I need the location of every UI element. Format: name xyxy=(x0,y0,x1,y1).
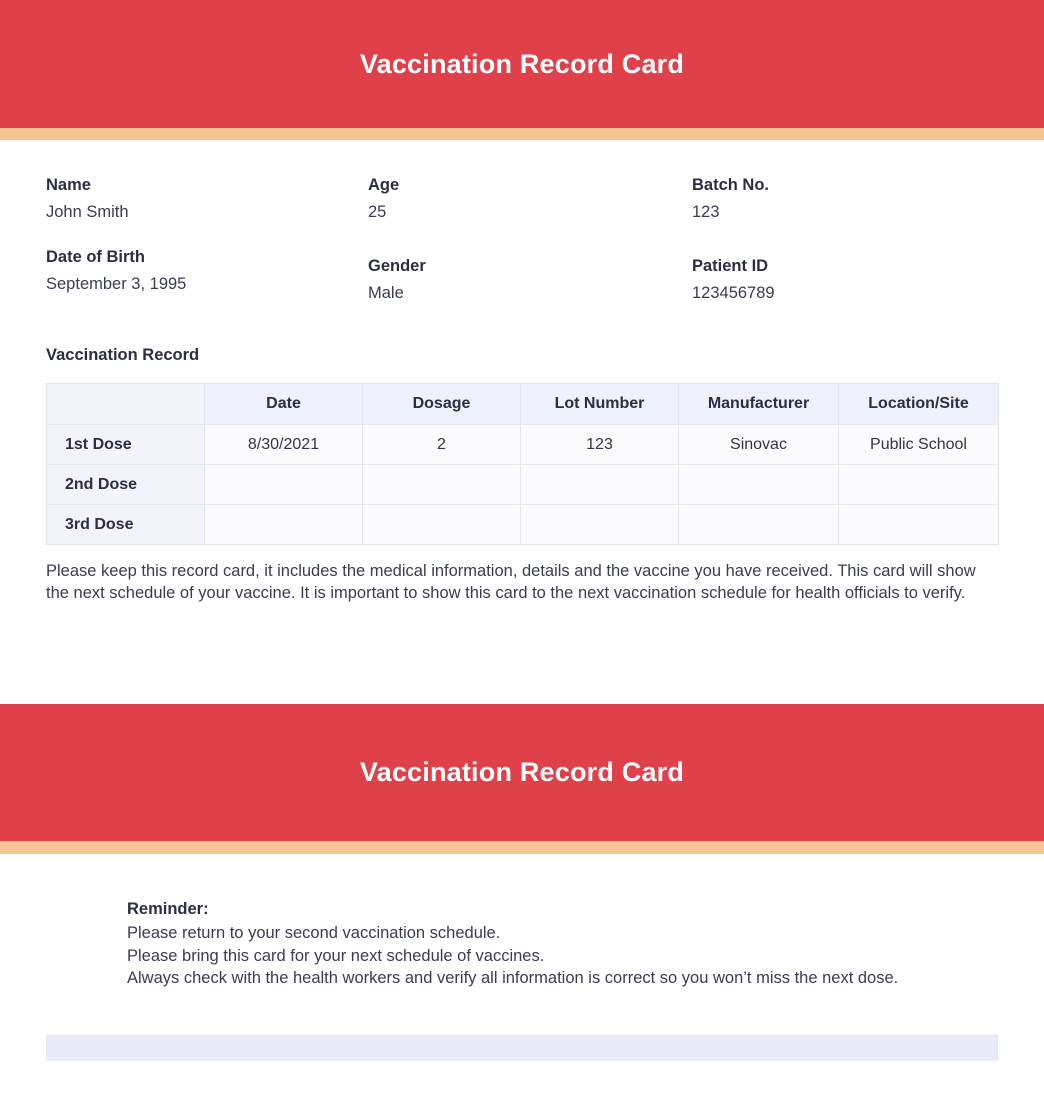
reminder-line-3: Always check with the health workers and verify all information is correct so you won’t miss the next dose. xyxy=(127,969,899,987)
card-separator-gap xyxy=(0,604,1044,704)
patient-info-grid xyxy=(46,140,998,301)
column-header-dosage: Dosage xyxy=(363,384,521,425)
card2-banner-stripe xyxy=(0,841,1044,854)
cell-2nd-dose-location-site xyxy=(839,465,999,505)
table-header xyxy=(47,384,999,425)
row-header-1st-dose: 1st Dose xyxy=(47,425,205,465)
cell-3rd-dose-location-site xyxy=(839,505,999,545)
column-header-lot-number: Lot Number xyxy=(521,384,679,425)
field-date-of-birth xyxy=(46,249,368,292)
cell-2nd-dose-dosage xyxy=(363,465,521,505)
cell-3rd-dose-lot-number xyxy=(521,505,679,545)
field-batch-no xyxy=(692,177,998,220)
column-header-location-site: Location/Site xyxy=(839,384,999,425)
cell-1st-dose-dosage: 2 xyxy=(363,425,521,465)
next-table-clipped-wrap xyxy=(0,1035,1044,1061)
table-header-row xyxy=(47,384,999,425)
cell-1st-dose-date: 8/30/2021 xyxy=(205,425,363,465)
field-gender-label: Gender xyxy=(368,257,426,275)
table-row xyxy=(47,505,999,545)
card1-body xyxy=(0,140,1044,604)
field-batch-no-value: 123 xyxy=(692,202,720,221)
card2-body xyxy=(0,854,1044,990)
card2-title: Vaccination Record Card xyxy=(359,757,685,787)
card1-banner xyxy=(0,0,1044,128)
reminder-heading: Reminder: xyxy=(127,900,209,918)
card1-banner-stripe xyxy=(0,128,1044,140)
card1-title: Vaccination Record Card xyxy=(359,48,685,79)
cell-1st-dose-location-site: Public School xyxy=(839,425,999,465)
field-name-label: Name xyxy=(46,176,91,194)
cell-1st-dose-manufacturer: Sinovac xyxy=(679,425,839,465)
table-corner-header xyxy=(47,384,205,425)
row-header-3rd-dose: 3rd Dose xyxy=(47,505,205,545)
field-date-of-birth-value: September 3, 1995 xyxy=(46,274,187,293)
field-name-value: John Smith xyxy=(46,202,129,221)
reminder-line-1: Please return to your second vaccination schedule. xyxy=(127,924,501,942)
cell-2nd-dose-lot-number xyxy=(521,465,679,505)
next-table-header-clipped xyxy=(46,1035,998,1061)
table-row xyxy=(47,465,999,505)
field-name xyxy=(46,177,368,220)
patient-info-column-middle xyxy=(368,177,692,301)
reminder-line-2: Please bring this card for your next schedule of vaccines. xyxy=(127,946,545,965)
table-body xyxy=(47,425,999,545)
row-header-2nd-dose: 2nd Dose xyxy=(47,465,205,505)
field-age xyxy=(368,177,692,220)
field-batch-no-label: Batch No. xyxy=(692,176,770,194)
patient-info-column-right xyxy=(692,177,998,301)
table-row xyxy=(47,425,999,465)
vaccination-record-table xyxy=(46,383,999,545)
cell-3rd-dose-dosage xyxy=(363,505,521,545)
field-gender-value: Male xyxy=(368,283,404,302)
field-patient-id-value: 123456789 xyxy=(692,283,775,302)
field-patient-id-label: Patient ID xyxy=(692,257,769,275)
cell-2nd-dose-date xyxy=(205,465,363,505)
field-date-of-birth-label: Date of Birth xyxy=(46,248,145,266)
field-age-label: Age xyxy=(368,176,400,194)
cell-2nd-dose-manufacturer xyxy=(679,465,839,505)
field-gender xyxy=(368,258,692,301)
card2-banner xyxy=(0,704,1044,841)
field-age-value: 25 xyxy=(368,202,387,221)
record-card-note: Please keep this record card, it includes the medical information, details and the vaccine you have received. This card will show the next schedule of your vaccine. It is important to show this card to the next vaccination schedule for health officials to verify. xyxy=(46,562,976,602)
cell-3rd-dose-date xyxy=(205,505,363,545)
cell-3rd-dose-manufacturer xyxy=(679,505,839,545)
field-patient-id xyxy=(692,258,998,301)
vaccination-record-heading: Vaccination Record xyxy=(46,346,200,364)
column-header-date: Date xyxy=(205,384,363,425)
cell-1st-dose-lot-number: 123 xyxy=(521,425,679,465)
column-header-manufacturer: Manufacturer xyxy=(679,384,839,425)
patient-info-column-left xyxy=(46,177,368,301)
